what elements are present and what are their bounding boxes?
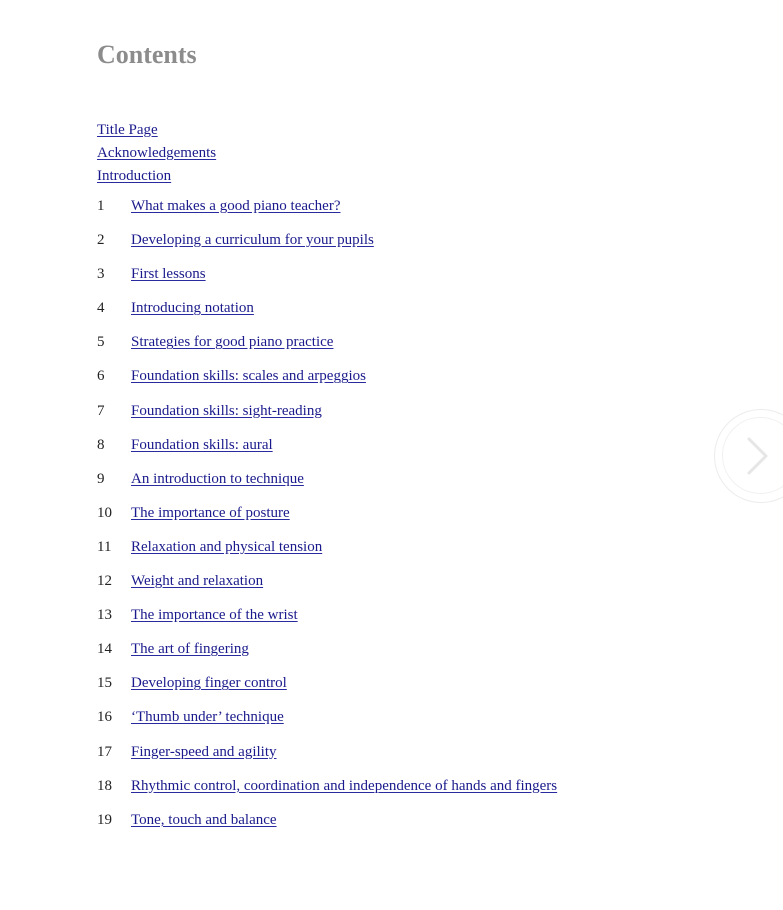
- chapter-link[interactable]: Foundation skills: aural: [131, 436, 273, 453]
- chapter-link[interactable]: Tone, touch and balance: [131, 811, 277, 828]
- chapter-row: [97, 468, 557, 502]
- link-acknowledgements[interactable]: Acknowledgements: [97, 145, 217, 161]
- chapter-number: 5: [97, 334, 105, 351]
- chapter-link[interactable]: Developing a curriculum for your pupils: [131, 232, 374, 249]
- chapter-link[interactable]: First lessons: [131, 266, 206, 283]
- chapter-row: [97, 400, 557, 434]
- chapter-number: 8: [97, 436, 105, 453]
- chapter-number: 1: [97, 198, 105, 214]
- chapter-row: [97, 741, 557, 775]
- chapter-row: [97, 809, 557, 843]
- chapter-number: 10: [97, 504, 112, 521]
- link-title-page[interactable]: Title Page: [97, 122, 158, 138]
- chapter-row: [97, 331, 557, 365]
- chapter-number: 14: [97, 641, 112, 658]
- next-page-button[interactable]: [714, 409, 783, 503]
- chapter-number: 6: [97, 368, 105, 385]
- chapter-row: [97, 706, 557, 740]
- chapter-number: 2: [97, 232, 105, 249]
- chapter-number: 12: [97, 573, 112, 590]
- chapter-link[interactable]: Foundation skills: sight-reading: [131, 402, 322, 419]
- chapter-row: [97, 502, 557, 536]
- chapter-number: 7: [97, 402, 105, 419]
- chapter-number: 11: [97, 538, 112, 555]
- chapter-number: 19: [97, 811, 112, 828]
- chapter-link[interactable]: An introduction to technique: [131, 470, 304, 487]
- chapter-link[interactable]: The importance of the wrist: [131, 607, 298, 624]
- chapter-link[interactable]: What makes a good piano teacher?: [131, 198, 341, 214]
- front-matter-item: [97, 118, 216, 141]
- page-title: Contents: [97, 40, 197, 69]
- chapter-row: [97, 536, 557, 570]
- chapter-link[interactable]: Foundation skills: scales and arpeggios: [131, 368, 366, 385]
- front-matter-item: [97, 164, 216, 187]
- chapter-link[interactable]: The art of fingering: [131, 641, 249, 658]
- chapter-link[interactable]: Weight and relaxation: [131, 573, 264, 590]
- chapter-row: [97, 434, 557, 468]
- chapter-link[interactable]: Introducing notation: [131, 300, 254, 317]
- chapter-row: [97, 570, 557, 604]
- chapter-link[interactable]: Strategies for good piano practice: [131, 334, 334, 351]
- chapter-link[interactable]: Finger-speed and agility: [131, 743, 277, 760]
- chapter-row: [97, 195, 557, 229]
- chevron-right-icon: [745, 436, 771, 476]
- chapter-number: 13: [97, 607, 112, 624]
- chapter-row: [97, 604, 557, 638]
- chapter-link[interactable]: Developing finger control: [131, 675, 287, 692]
- chapter-row: [97, 638, 557, 672]
- link-introduction[interactable]: Introduction: [97, 168, 172, 184]
- chapter-row: [97, 263, 557, 297]
- chapter-link[interactable]: ‘Thumb under’ technique: [131, 709, 284, 726]
- chapter-number: 3: [97, 266, 105, 283]
- chapter-row: [97, 775, 557, 809]
- chapter-number: 18: [97, 777, 112, 794]
- chapter-number: 4: [97, 300, 105, 317]
- chapter-row: [97, 297, 557, 331]
- chapter-link[interactable]: Relaxation and physical tension: [131, 538, 323, 555]
- chapter-number: 9: [97, 470, 105, 487]
- chapter-list: [97, 195, 557, 843]
- front-matter-list: [97, 118, 216, 187]
- chapter-number: 15: [97, 675, 112, 692]
- chapter-link[interactable]: The importance of posture: [131, 504, 290, 521]
- chapter-row: [97, 365, 557, 399]
- chapter-link[interactable]: Rhythmic control, coordination and independence of hands and fingers: [131, 777, 558, 794]
- chapter-number: 16: [97, 709, 112, 726]
- front-matter-item: [97, 141, 216, 164]
- chapter-row: [97, 229, 557, 263]
- chapter-row: [97, 672, 557, 706]
- chapter-number: 17: [97, 743, 112, 760]
